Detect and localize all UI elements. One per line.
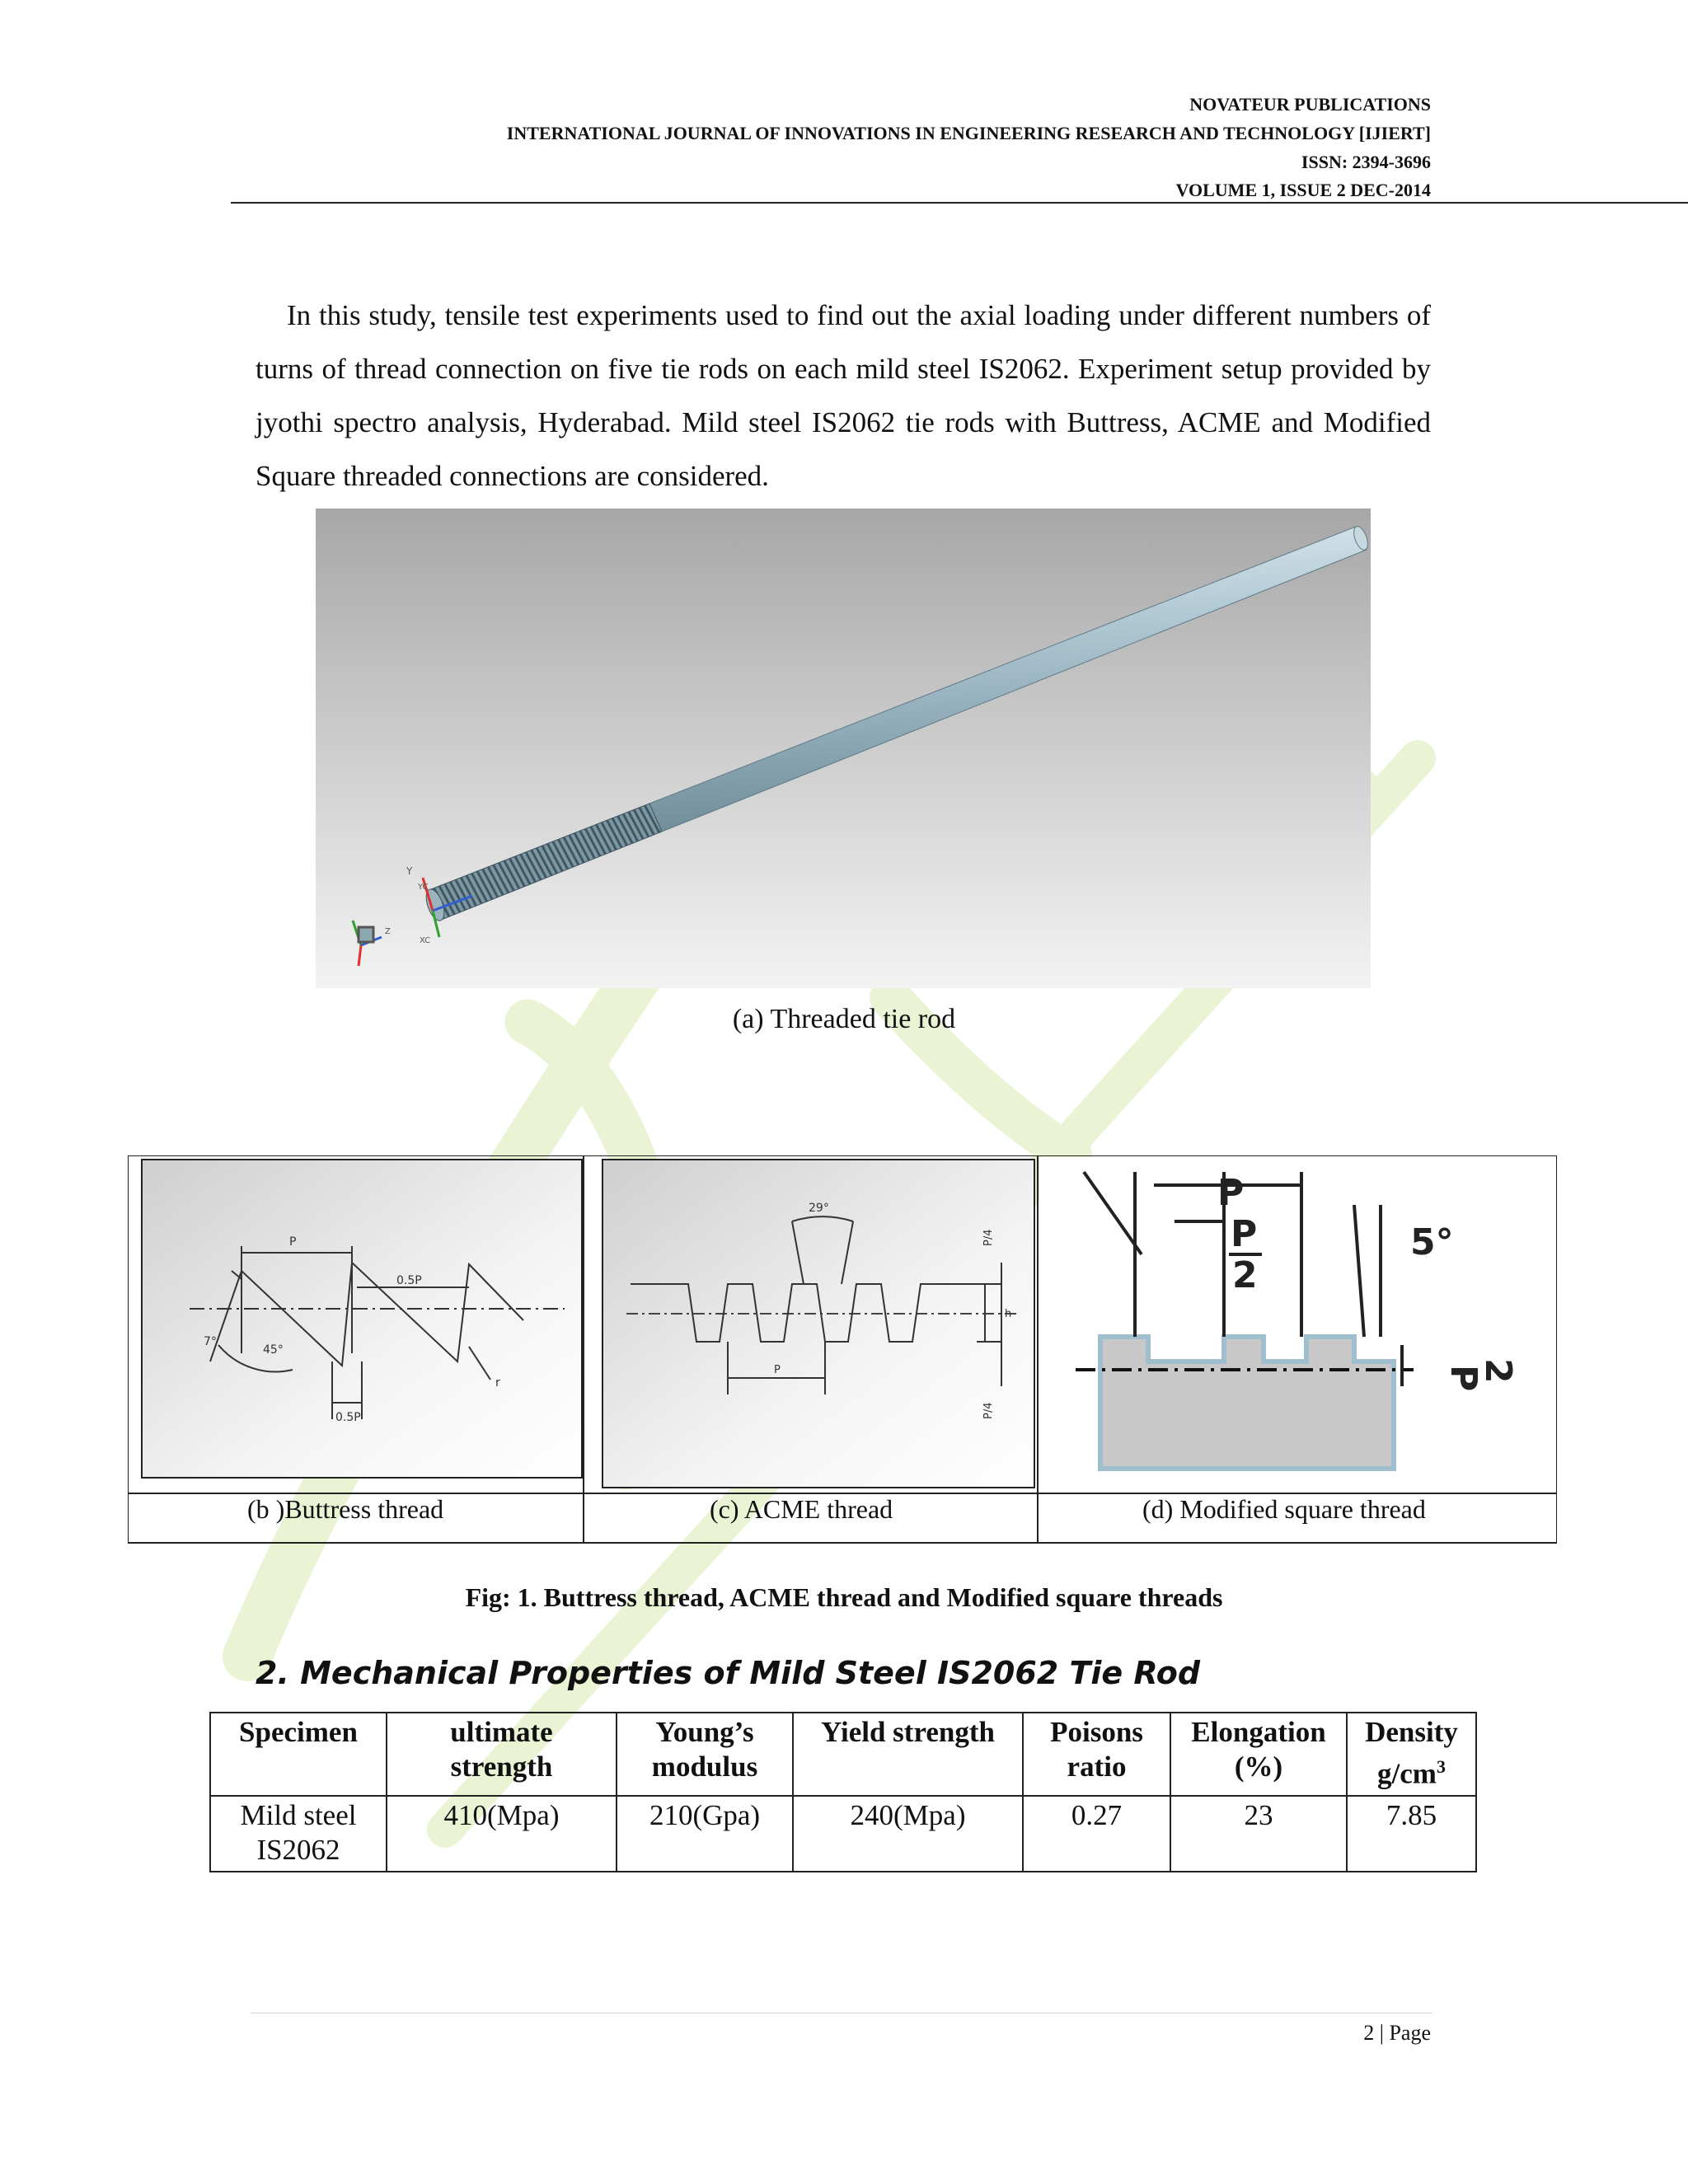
header-density: Density $g/cm^3$ [1347, 1713, 1476, 1796]
header-poisons-ratio: Poisons ratio [1023, 1713, 1170, 1796]
axis-yc-label: YC [418, 883, 429, 892]
buttress-angle-small-label: 7° [204, 1335, 217, 1348]
buttress-p-label: P [289, 1235, 297, 1249]
square-caption: (d) Modified square thread [1142, 1494, 1426, 1524]
figure-a-caption: (a) Threaded tie rod [732, 1004, 956, 1034]
cell-youngs-modulus: 210(Gpa) [617, 1796, 793, 1872]
header-ultimate-strength: ultimate strength [387, 1713, 617, 1796]
square-p-frac-num: P [1231, 1213, 1258, 1255]
figure-1-caption: Fig: 1. Buttress thread, ACME thread and Modified square threads [465, 1582, 1223, 1612]
axis-xc-label: XC [420, 936, 431, 945]
header-yield-strength: Yield strength [793, 1713, 1023, 1796]
header-elongation: Elongation (%) [1170, 1713, 1347, 1796]
page-number: 2 | Page [1363, 2021, 1431, 2045]
buttress-half-p-bottom: 0.5P [335, 1411, 361, 1424]
buttress-thread-diagram [142, 1160, 582, 1478]
thread-profiles-table [128, 1155, 1557, 1544]
header-issn: ISSN: 2394-3696 [1301, 152, 1431, 172]
section-heading: 2. Mechanical Properties of Mild Steel IS2062 Tie Rod [256, 1655, 1201, 1691]
acme-thread-diagram [603, 1160, 1034, 1488]
header-specimen: Specimen [210, 1713, 387, 1796]
square-angle-label: 5° [1410, 1221, 1454, 1263]
cell-specimen: Mild steel IS2062 [210, 1796, 387, 1872]
threaded-tie-rod-image [316, 509, 1371, 988]
cell-poisons-ratio: 0.27 [1023, 1796, 1170, 1872]
buttress-r-label: r [495, 1376, 500, 1390]
acme-caption: (c) ACME thread [710, 1494, 893, 1524]
header-rule [231, 202, 1688, 204]
cell-density: 7.85 [1347, 1796, 1476, 1872]
table-header-row [210, 1713, 1476, 1796]
header-journal: INTERNATIONAL JOURNAL OF INNOVATIONS IN ENGINEERING RESEARCH AND TECHNOLOGY [IJIERT] [506, 123, 1431, 143]
table-row [210, 1796, 1476, 1872]
cell-ultimate-strength: 410(Mpa) [387, 1796, 617, 1872]
body-paragraph: In this study, tensile test experiments used to find out the axial loading under different numbers of turns of thread connection on five tie rods on each mild steel IS2062. Experiment setup provided by jyothi spectro analysis, Hyderabad. Mild steel IS2062 tie rods with Buttress, ACME and Modified Square threaded connections are considered. [256, 299, 1431, 492]
acme-angle-label: 29° [809, 1202, 829, 1215]
header-volume: VOLUME 1, ISSUE 2 DEC-2014 [1175, 180, 1431, 200]
acme-h-label: h [1005, 1308, 1012, 1320]
header-publisher: NOVATEUR PUBLICATIONS [1189, 94, 1431, 115]
acme-p-quarter-bottom: P/4 [982, 1402, 995, 1419]
acme-p-label: P [774, 1364, 781, 1376]
axis-y-label: Y [406, 865, 413, 877]
cell-yield-strength: 240(Mpa) [793, 1796, 1023, 1872]
modified-square-thread-diagram [1039, 1157, 1555, 1492]
buttress-angle-label: 45° [263, 1343, 284, 1357]
buttress-caption: (b )Buttress thread [247, 1494, 444, 1524]
axis-z-label: Z [385, 927, 391, 936]
square-side-den: 2 [1477, 1358, 1519, 1384]
header-youngs-modulus: Young’s modulus [617, 1713, 793, 1796]
square-side-num: P [1442, 1365, 1484, 1392]
cell-elongation: 23 [1170, 1796, 1347, 1872]
square-p-frac-den: 2 [1232, 1254, 1258, 1296]
acme-p-quarter-top: P/4 [982, 1229, 995, 1246]
square-p-label: P [1217, 1172, 1245, 1214]
mechanical-properties-table [209, 1712, 1477, 1872]
buttress-half-p-top: 0.5P [396, 1274, 422, 1287]
